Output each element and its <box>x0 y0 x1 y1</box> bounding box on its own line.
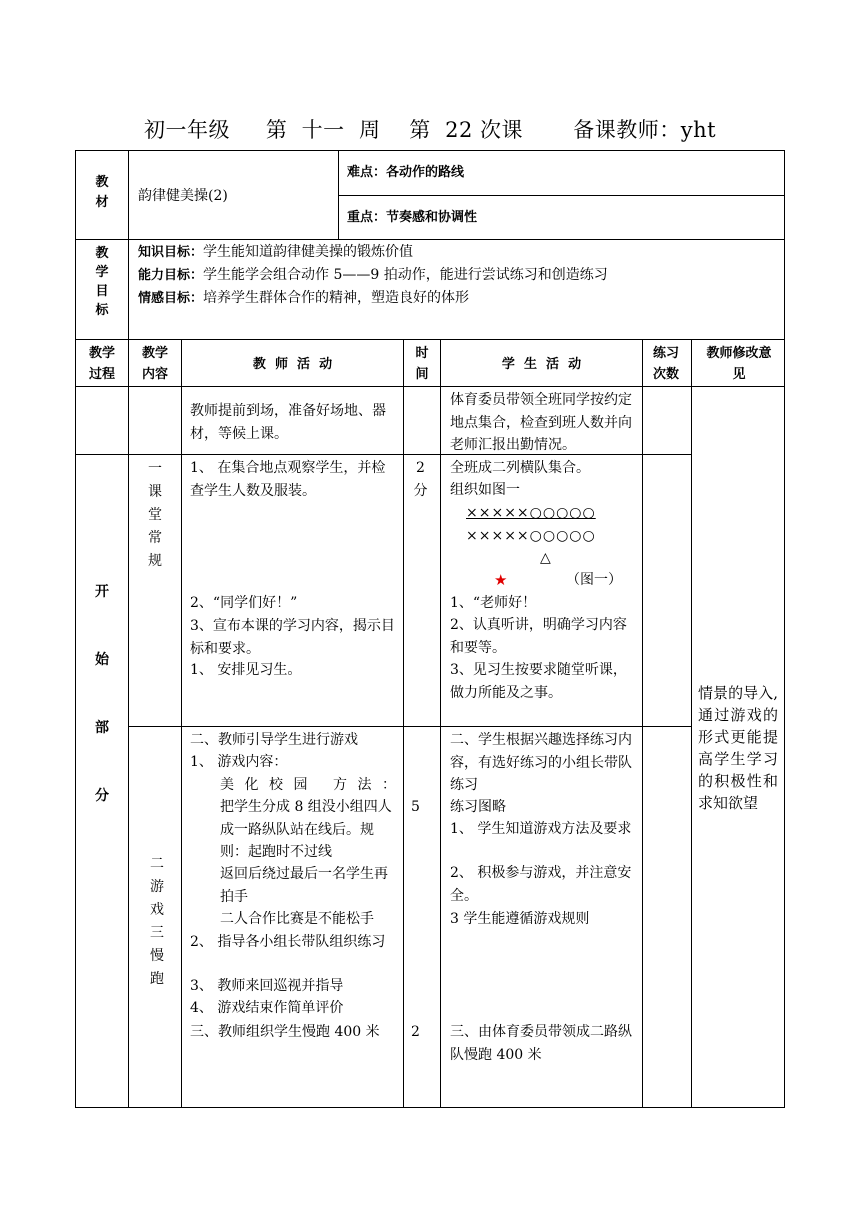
routine-time-value: 2 <box>416 460 425 476</box>
figure-caption: （图一） <box>566 572 622 588</box>
routine-teacher-3: 3、宣布本课的学习内容，揭示目标和要求。 <box>190 618 395 657</box>
ability-goal-text: 学生能学会组合动作 5——9 拍动作，能进行尝试练习和创造练习 <box>203 267 608 283</box>
routine-student-3: 1、“老师好！ <box>450 595 537 611</box>
game-teacher-7: 2、 指导各小组长带队组织练习 <box>190 934 386 950</box>
page-title: 初一年级 第 十一 周 第 22 次课 备课教师：yht <box>143 118 717 142</box>
formation-row-2: ×××××○○○○○ <box>466 528 596 544</box>
difficulty-text: 难点：各动作的路线 <box>347 165 465 180</box>
ability-goal <box>138 264 608 288</box>
material-name: 韵律健美操(2) <box>138 188 228 204</box>
game-teacher-6: 二人合作比赛是不能松手 <box>220 911 374 927</box>
routine-time <box>408 457 433 502</box>
routine-content-label: 一课堂常规 <box>148 461 162 569</box>
emotion-goal <box>138 287 469 311</box>
emotion-goal-label: 情感目标： <box>138 291 204 306</box>
key-point-text: 重点：节奏感和协调性 <box>347 210 478 225</box>
routine-teacher-2: 2、“同学们好！” <box>190 595 298 611</box>
routine-student-5: 3、见习生按要求随堂听课，做力所能及之事。 <box>450 662 627 701</box>
game-teacher-2: 1、 游戏内容： <box>190 754 288 770</box>
column-header-revise: 教师修改意见 <box>706 346 772 382</box>
preclass-teacher-activity: 教师提前到场，准备好场地、器材，等候上课。 <box>190 403 386 442</box>
routine-student-2: 组织如图一 <box>450 482 520 498</box>
run-time: 2 <box>411 1024 420 1040</box>
knowledge-goal-label: 知识目标： <box>138 245 204 260</box>
game-student-3: 1、 学生知道游戏方法及要求 <box>450 821 632 837</box>
formation-row-1: ×××××○○○○○ <box>466 505 596 521</box>
game-teacher-5: 返回后绕过最后一名学生再拍手 <box>220 866 388 905</box>
column-header-content: 教学内容 <box>141 346 168 382</box>
knowledge-goal <box>138 241 413 265</box>
game-content-label-text: 二游戏三慢跑 <box>150 856 164 987</box>
column-header-reps: 练习次数 <box>652 346 679 382</box>
emotion-goal-text: 培养学生群体合作的精神，塑造良好的体形 <box>203 290 470 306</box>
teacher-revise-note: 情景的导入,通过游戏的形式更能提高学生学习的积极性和求知欲望 <box>698 684 778 812</box>
goals-label: 教学目标 <box>95 246 109 318</box>
routine-student-4: 2、认真听讲，明确学习内容和要等。 <box>450 617 627 656</box>
routine-teacher-4: 1、 安排见习生。 <box>190 662 302 678</box>
game-teacher-9: 4、 游戏结束作简单评价 <box>190 1000 344 1016</box>
routine-teacher-1: 1、 在集合地点观察学生，并检查学生人数及服装。 <box>190 460 386 499</box>
column-header-time: 时间 <box>415 346 429 382</box>
section-start-label: 开始部分 <box>95 584 109 804</box>
routine-time-unit: 分 <box>413 482 428 499</box>
knowledge-goal-text: 学生能知道韵律健美操的锻炼价值 <box>203 244 414 260</box>
ability-goal-label: 能力目标： <box>138 268 204 283</box>
game-student-2: 练习图略 <box>450 799 506 815</box>
routine-student-1: 全班成二列横队集合。 <box>450 460 590 476</box>
game-teacher-10: 三、教师组织学生慢跑 400 米 <box>190 1024 380 1040</box>
run-student: 三、由体育委员带领成二路纵队慢跑 400 米 <box>450 1024 632 1063</box>
column-header-teacher: 教 师 活 动 <box>252 357 333 372</box>
game-teacher-4: 把学生分成 8 组没小组四人成一路纵队站在线后。规则：起跑时不过线 <box>220 799 392 860</box>
material-label <box>90 173 114 213</box>
material-label-text: 教材 <box>95 175 109 210</box>
game-teacher-1: 二、教师引导学生进行游戏 <box>190 732 358 748</box>
column-header-process: 教学过程 <box>88 346 115 382</box>
teacher-triangle-icon: △ <box>540 550 551 566</box>
game-time: 5 <box>411 799 420 815</box>
game-teacher-8: 3、 教师来回巡视并指导 <box>190 978 344 994</box>
preclass-student-activity: 体育委员带领全班同学按约定地点集合，检查到班人数并向老师汇报出勤情况。 <box>450 392 632 453</box>
game-student-5: 3 学生能遵循游戏规则 <box>450 911 590 927</box>
game-content-label <box>143 853 171 991</box>
column-header-student: 学 生 活 动 <box>501 357 582 372</box>
game-student-1: 二、学生根据兴趣选择练习内容，有选好练习的小组长带队练习 <box>450 732 632 793</box>
game-teacher-3: 美化校园 方法： <box>220 777 396 793</box>
star-icon: ★ <box>494 571 508 589</box>
game-student-4: 2、 积极参与游戏，并注意安全。 <box>450 865 632 904</box>
